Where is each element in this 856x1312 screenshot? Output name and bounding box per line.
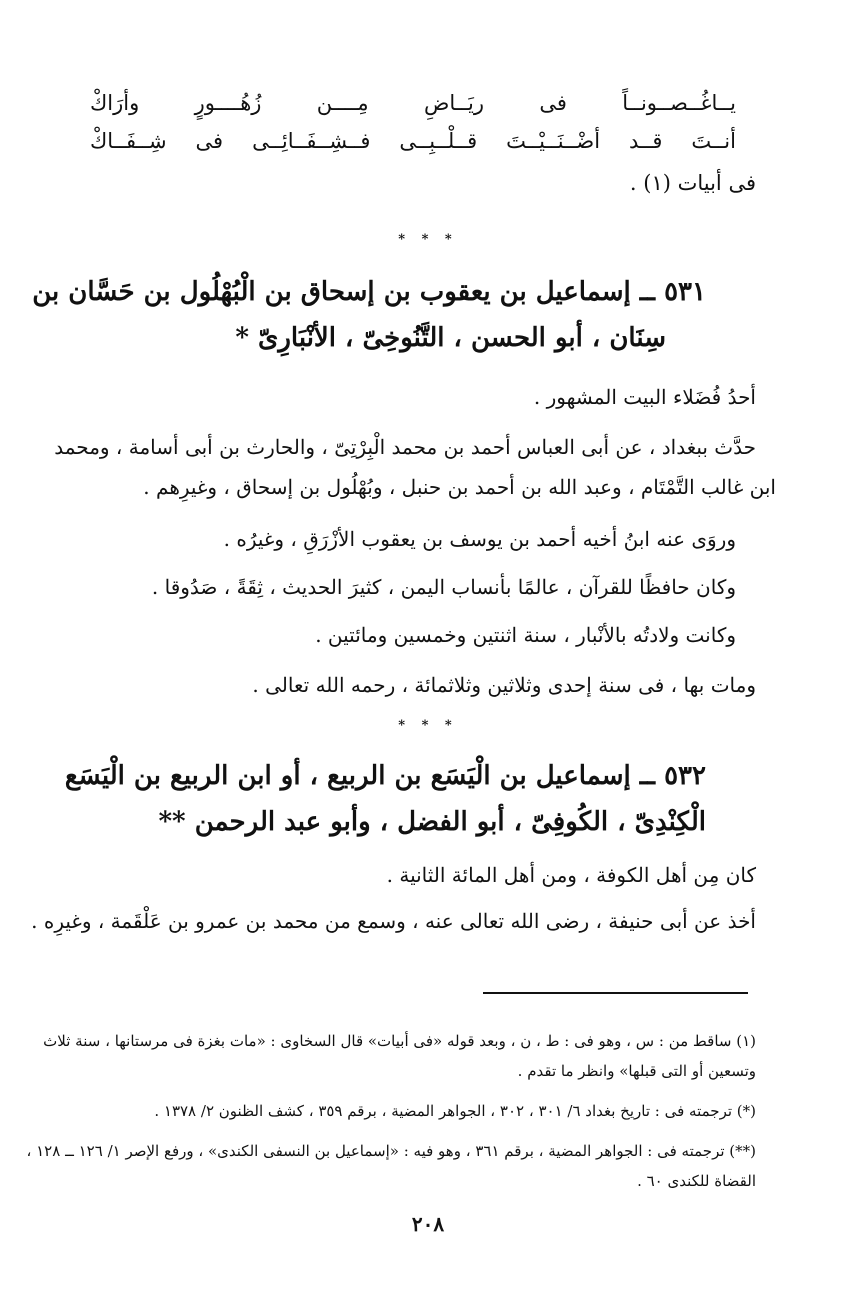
footnote-3-line-2: القضاة للكندى ٦٠ . (637, 1172, 756, 1190)
verse-tail: فى أبيات (١) . (629, 171, 756, 195)
entry-532-paragraph-1: كان مِن أهل الكوفة ، ومن أهل المائة الثانية . (386, 863, 756, 887)
entry-531-paragraph-4: وكان حافظًا للقرآن ، عالمًا بأنساب اليمن ، كثيرَ الحديث ، ثِقَةً ، صَدُوقا . (151, 575, 736, 599)
entry-531-heading-line-2: سِنَان ، أبو الحسن ، التَّنُوخِىّ ، الأنْبَارِىّ * (235, 323, 666, 353)
verse-line-1: يــاغُــصــونــاً فى ريَــاضِ مِــــن زُهُــــورٍ وأرَاكْ (90, 91, 736, 115)
entry-531-paragraph-3: وروَى عنه ابنُ أخيه أحمد بن يوسف بن يعقوب الأزْرَقِ ، وغيرُه . (223, 527, 736, 551)
verse-line-2: أنــتَ قــد أضْــنَــيْــتَ قــلْــبِــى فــشِــفَــائِــى فى شِــفَــاكْ (90, 129, 736, 153)
footnote-separator (483, 992, 748, 994)
entry-531-paragraph-2-line-2: ابن غالب التَّمْتَام ، وعبد الله بن أحمد بن حنبل ، وبُهْلُول بن إسحاق ، وغيرِهم . (143, 475, 776, 499)
footnote-1-line-1: (١) ساقط من : س ، وهو فى : ط ، ن ، وبعد قوله «فى أبيات» قال السخاوى : «مات بغزة فى مرستانها ، سنة ثلاث (43, 1032, 756, 1050)
section-divider-stars: * * * (398, 718, 458, 733)
entry-531-paragraph-2-line-1: حدَّث ببغداد ، عن أبى العباس أحمد بن محمد الْبِرْتِىّ ، والحارث بن أبى أسامة ، ومحمد (54, 435, 756, 459)
entry-532-heading-line-1: ٥٣٢ ــ إسماعيل بن الْيَسَع بن الربيع ، أو ابن الربيع بن الْيَسَع (64, 761, 706, 791)
page-number: ٢٠٨ (411, 1212, 445, 1236)
footnote-1-line-2: وتسعين أو التى قبلها» وانظر ما تقدم . (517, 1062, 756, 1080)
entry-531-paragraph-6: ومات بها ، فى سنة إحدى وثلاثين وثلاثمائة ، رحمه الله تعالى . (252, 673, 756, 697)
entry-531-paragraph-1: أحدُ فُضَلاء البيت المشهور . (533, 385, 756, 409)
footnote-2: (*) ترجمته فى : تاريخ بغداد ٦/ ٣٠١ ، ٣٠٢ ، الجواهر المضية ، برقم ٣٥٩ ، كشف الظنون ٢/ ١٣٧٨ . (154, 1102, 756, 1120)
footnote-3-line-1: (**) ترجمته فى : الجواهر المضية ، برقم ٣٦١ ، وهو فيه : «إسماعيل بن النسفى الكندى» ، ورفع الإصر ١/ ١٢٦ ــ ١٢٨ ، (26, 1142, 756, 1160)
entry-531-heading-line-1: ٥٣١ ــ إسماعيل بن يعقوب بن إسحاق بن الْبُهْلُول بن حَسَّان بن (32, 277, 706, 307)
entry-532-paragraph-2: أخذ عن أبى حنيفة ، رضى الله تعالى عنه ، وسمع من محمد بن عمرو بن عَلْقَمة ، وغيرِه . (31, 909, 756, 933)
entry-531-paragraph-5: وكانت ولادتُه بالأنْبار ، سنة اثنتين وخمسين ومائتين . (315, 623, 736, 647)
section-divider-stars: * * * (398, 232, 458, 247)
entry-532-heading-line-2: الْكِنْدِىّ ، الكُوفِىّ ، أبو الفضل ، وأبو عبد الرحمن ** (158, 807, 706, 837)
